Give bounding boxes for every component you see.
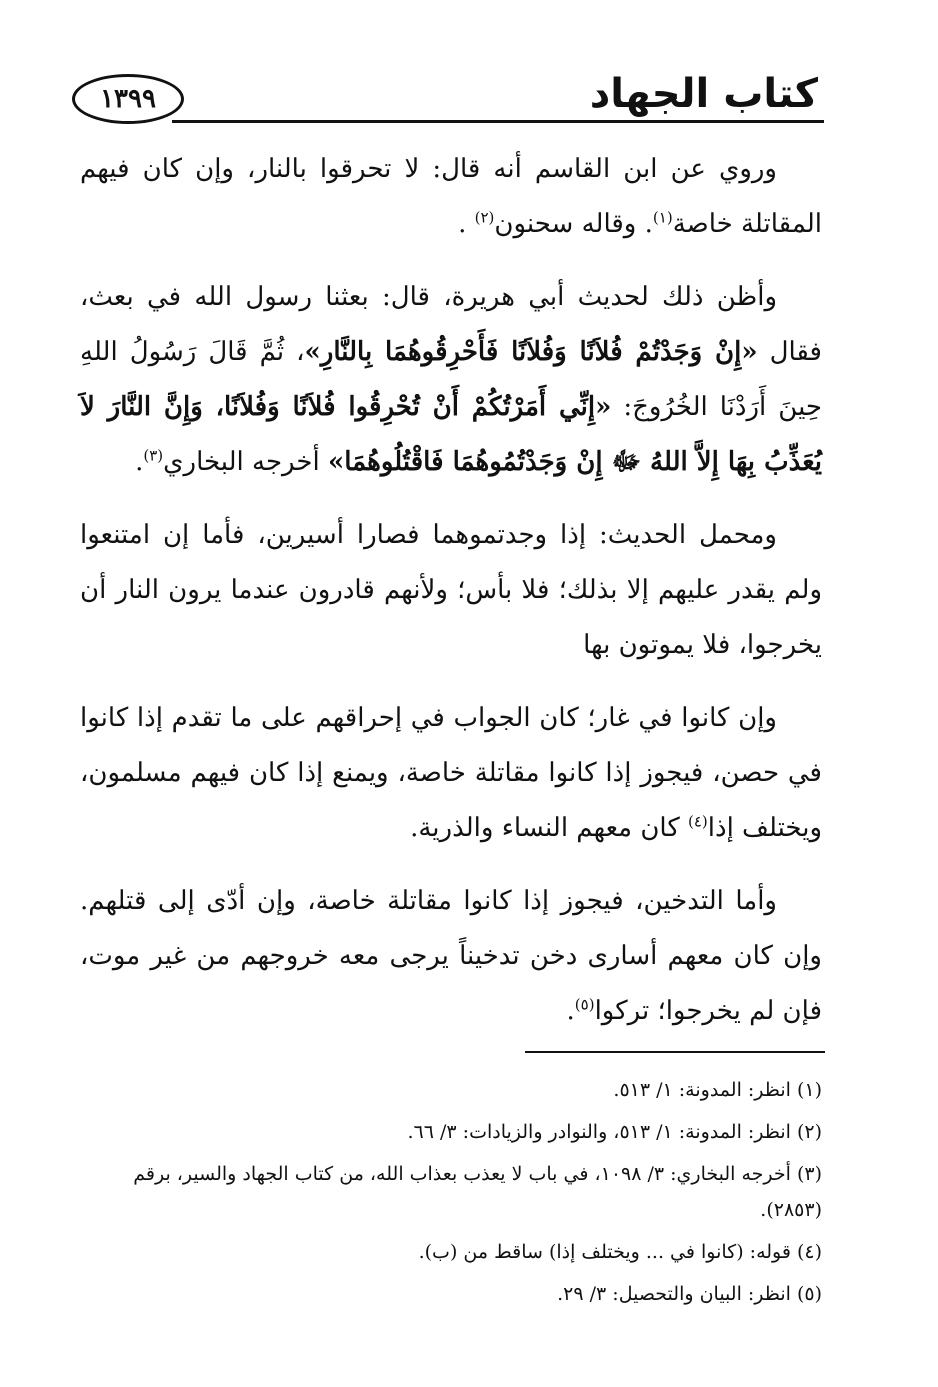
- footnote-text: قوله: (كانوا في ... ويختلف إذا) ساقط من (ب).: [418, 1241, 791, 1263]
- paragraph-2-text-3: أخرجه البخاري: [163, 447, 328, 477]
- paragraph-3: [80, 508, 822, 673]
- paragraph-2-text: وأظن ذلك لحديث أبي هريرة، قال: بعثنا رسول الله في بعث، فقال: [80, 282, 822, 367]
- footnote-ref-5: (٥): [574, 995, 595, 1014]
- book-title: كتاب الجهاد: [589, 71, 818, 117]
- footnote: [80, 1114, 822, 1150]
- paragraph-5-text: وأما التدخين، فيجوز إذا كانوا مقاتلة خاصة، وإن أدّى إلى قتلهم. وإن كان معهم أسارى دخن تدخيناً يرجى معه خروجهم من غير موت، فإن لم يخرجوا؛ تركوا: [80, 886, 822, 1026]
- footnote-text: أخرجه البخاري: ٣/ ١٠٩٨، في باب لا يعذب بعذاب الله، من كتاب الجهاد والسير، برقم (٢٨٥٣).: [133, 1163, 822, 1221]
- paragraph-4: [80, 691, 822, 856]
- hadith-quote-1: «إِنْ وَجَدْتُمْ فُلاَنًا وَفُلاَنًا فَأَحْرِقُوهُمَا بِالنَّارِ»: [304, 337, 758, 367]
- footnote-number: (٤): [796, 1241, 822, 1263]
- footnotes: [80, 1072, 822, 1318]
- footnote-ref-1: (١): [652, 208, 673, 227]
- footnote: [80, 1234, 822, 1270]
- footnote-ref-4: (٤): [687, 812, 708, 831]
- paragraph-4-text-2: كان معهم النساء والذرية.: [410, 813, 688, 843]
- paragraph-4-text: وإن كانوا في غار؛ كان الجواب في إحراقهم على ما تقدم إذا كانوا في حصن، فيجوز إذا كانوا مقاتلة خاصة، ويمنع إذا كان فيهم مسلمون، ويختلف إذا: [80, 703, 822, 843]
- paragraph-3-text: ومحمل الحديث: إذا وجدتموهما فصارا أسيرين، فأما إن امتنعوا ولم يقدر عليهم إلا بذلك؛ فلا بأس؛ ولأنهم قادرون عندما يرون النار أن يخرجوا، فلا يموتون بها: [80, 520, 822, 660]
- footnote-number: (١): [796, 1079, 822, 1101]
- paragraph-1-text-2: . وقاله سحنون: [494, 209, 653, 239]
- footnote-text: انظر: البيان والتحصيل: ٣/ ٢٩.: [557, 1283, 791, 1305]
- header-rule: [172, 120, 824, 123]
- footnote-text: انظر: المدونة: ١/ ٥١٣.: [613, 1079, 791, 1101]
- footnote: [80, 1072, 822, 1108]
- paragraph-2-end: .: [135, 447, 144, 477]
- footnote-ref-3: (٣): [143, 446, 164, 465]
- paragraph-2-text-2: ، ثُمَّ قَالَ رَسُولُ اللهِ حِينَ أَرَدْنَا الخُرُوجَ:: [80, 337, 822, 422]
- footnote: [80, 1156, 822, 1228]
- footnote-ref-2: (٢): [474, 208, 495, 227]
- footnote: [80, 1276, 822, 1312]
- footnote-separator: [525, 1051, 825, 1053]
- page-number: ١٣٩٩: [100, 84, 156, 114]
- paragraph-1-end: .: [458, 209, 475, 239]
- footnote-number: (٢): [796, 1121, 822, 1143]
- page-header: [72, 68, 824, 128]
- footnote-number: (٣): [796, 1163, 822, 1185]
- page-number-badge: [72, 74, 184, 124]
- paragraph-1: [80, 142, 822, 252]
- footnote-text: انظر: المدونة: ١/ ٥١٣، والنوادر والزيادات: ٣/ ٦٦.: [407, 1121, 791, 1143]
- paragraph-5: [80, 874, 822, 1039]
- hadith-quote-2: «إِنِّي أَمَرْتُكُمْ أَنْ تُحْرِقُوا فُلاَنًا وَفُلاَنًا، وَإِنَّ النَّارَ لاَ يُعَذِّبُ بِهَا إِلاَّ اللهُ ﷻ إِنْ وَجَدْتُمُوهُمَا فَاقْتُلُوهُمَا»: [80, 392, 822, 477]
- paragraph-5-end: .: [566, 996, 575, 1026]
- body-text: [80, 142, 822, 1057]
- paragraph-2: [80, 270, 822, 490]
- footnote-number: (٥): [796, 1283, 822, 1305]
- paragraph-1-text: وروي عن ابن القاسم أنه قال: لا تحرقوا بالنار، وإن كان فيهم المقاتلة خاصة: [80, 154, 822, 239]
